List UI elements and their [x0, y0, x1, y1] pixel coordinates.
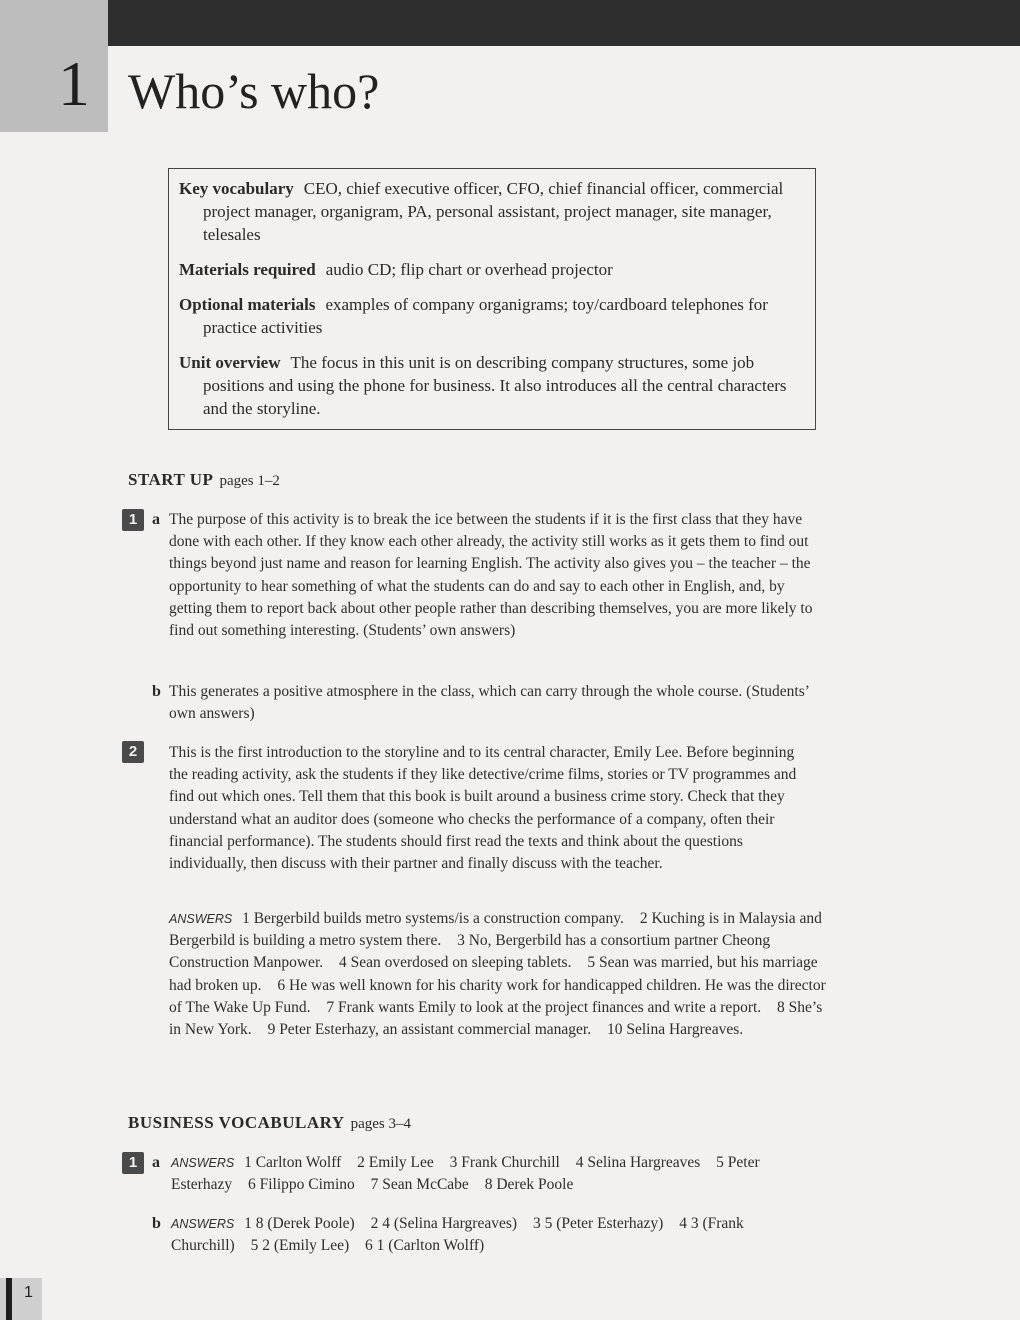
materials-required-label: Materials required	[179, 260, 316, 279]
optional-materials-label: Optional materials	[179, 295, 316, 314]
start-up-heading	[128, 470, 280, 490]
optional-materials	[179, 293, 805, 339]
materials-required-text: audio CD; flip chart or overhead projector	[325, 260, 613, 279]
answer-item: 10 Selina Hargreaves.	[606, 1021, 744, 1039]
answer-item: 2 Emily Lee	[357, 1154, 434, 1171]
materials-required	[179, 258, 805, 281]
header-bar	[108, 0, 1020, 46]
answer-item: 4 Selina Hargreaves	[575, 1154, 701, 1171]
optional-materials-text: examples of company organigrams; toy/cardboard telephones for practice activities	[203, 295, 768, 337]
exercise-2-text: This is the first introduction to the storyline and to its central character, Emily Lee. Before beginning the reading activity, ask the students if they like detective/crime films, stories or TV programmes and find out which ones. Tell them that this book is built around a business crime story. Check that they understand what an auditor does (someone who checks the performance of a company, often their financial performance). The students should first read the texts and think about the questions individually, then discuss with their partner and finally discuss with the teacher.	[169, 744, 797, 873]
business-vocabulary-title: BUSINESS VOCABULARY	[128, 1113, 345, 1132]
vocab-exercise-1b-answers	[171, 1213, 771, 1257]
key-vocabulary-text: CEO, chief executive officer, CFO, chief financial officer, commercial project manager, organigram, PA, personal assistant, project manager, site manager, telesales	[203, 179, 784, 244]
start-up-title: START UP	[128, 470, 214, 489]
page-number-bar	[6, 1278, 12, 1320]
answer-item: 8 She’s in New York.	[169, 998, 823, 1039]
answers-label: ANSWERS	[171, 1217, 235, 1231]
unit-overview	[179, 351, 805, 420]
business-vocabulary-heading	[128, 1113, 411, 1133]
answer-item: 1 8 (Derek Poole)	[244, 1215, 355, 1232]
answer-item: 1 Bergerbild builds metro systems/is a construction company.	[242, 910, 624, 927]
exercise-2-badge: 2	[122, 741, 144, 763]
key-vocabulary	[179, 177, 805, 246]
exercise-1b-text: This generates a positive atmosphere in the class, which can carry through the whole course. (Students’ own answers)	[169, 683, 809, 723]
exercise-1-badge: 1	[122, 509, 144, 531]
page-number: 1	[24, 1284, 33, 1301]
vocab-exercise-1-badge: 1	[122, 1152, 144, 1174]
answer-item: 8 Derek Poole	[484, 1176, 574, 1194]
answers-label: ANSWERS	[171, 1156, 235, 1170]
vocab-exercise-1a-label: a	[152, 1154, 160, 1171]
answer-item: 6 Filippo Cimino	[247, 1176, 355, 1194]
answer-item: 7 Sean McCabe	[370, 1176, 469, 1194]
business-vocabulary-pages: pages 3–4	[350, 1116, 411, 1132]
answer-item: 4 3 (Frank Churchill)	[171, 1215, 744, 1255]
exercise-2-answers	[169, 908, 834, 1041]
answer-item: 6 1 (Carlton Wolff)	[365, 1237, 485, 1255]
answer-item: 1 Carlton Wolff	[244, 1154, 342, 1171]
answer-item: 5 Sean was married, but his marriage had broken up.	[169, 954, 818, 994]
answer-item: 3 5 (Peter Esterhazy)	[532, 1215, 664, 1232]
unit-number: 1	[58, 48, 90, 119]
answer-item: 3 No, Bergerbild has a consortium partner Cheong Construction Manpower.	[169, 932, 771, 972]
answer-item: 5 2 (Emily Lee)	[250, 1237, 350, 1255]
exercise-1a-label: a	[152, 511, 160, 528]
answer-item: 4 Sean overdosed on sleeping tablets.	[339, 954, 572, 972]
answer-item: 9 Peter Esterhazy, an assistant commercial manager.	[267, 1021, 592, 1039]
answers-label: ANSWERS	[169, 912, 233, 926]
key-info-box	[168, 168, 816, 430]
unit-overview-label: Unit overview	[179, 353, 281, 372]
exercise-1a-text: The purpose of this activity is to break the ice between the students if it is the first class that they have done with each other. If they know each other already, the activity still works as it gets them to find out things beyond just name and reason for learning English. The activity also gives you – the teacher – the opportunity to hear something of what the students can do and say to each other in English, and, by getting them to report back about other people rather than describing themselves, you are more likely to find out something interesting. (Students’ own answers)	[169, 511, 813, 640]
vocab-exercise-1a-answers	[171, 1152, 791, 1196]
answer-item: 7 Frank wants Emily to look at the project finances and write a report.	[326, 998, 762, 1016]
key-vocabulary-label: Key vocabulary	[179, 179, 294, 198]
answer-item: 2 Kuching is in Malaysia and Bergerbild is building a metro system there.	[169, 910, 822, 950]
vocab-exercise-1b-label: b	[152, 1215, 161, 1232]
answer-item: 3 Frank Churchill	[449, 1154, 560, 1171]
answer-item: 2 4 (Selina Hargreaves)	[370, 1215, 518, 1232]
unit-number-block	[0, 0, 108, 132]
answer-item: 5 Peter Esterhazy	[171, 1154, 760, 1194]
unit-title: Who’s who?	[128, 63, 380, 119]
unit-overview-text: The focus in this unit is on describing company structures, some job positions and using the phone for business. It also introduces all the central characters and the storyline.	[203, 353, 787, 418]
exercise-1b-label: b	[152, 683, 161, 700]
answer-item: 6 He was well known for his charity work for handicapped children. He was the director of The Wake Up Fund.	[169, 976, 826, 1016]
start-up-pages: pages 1–2	[219, 473, 280, 489]
